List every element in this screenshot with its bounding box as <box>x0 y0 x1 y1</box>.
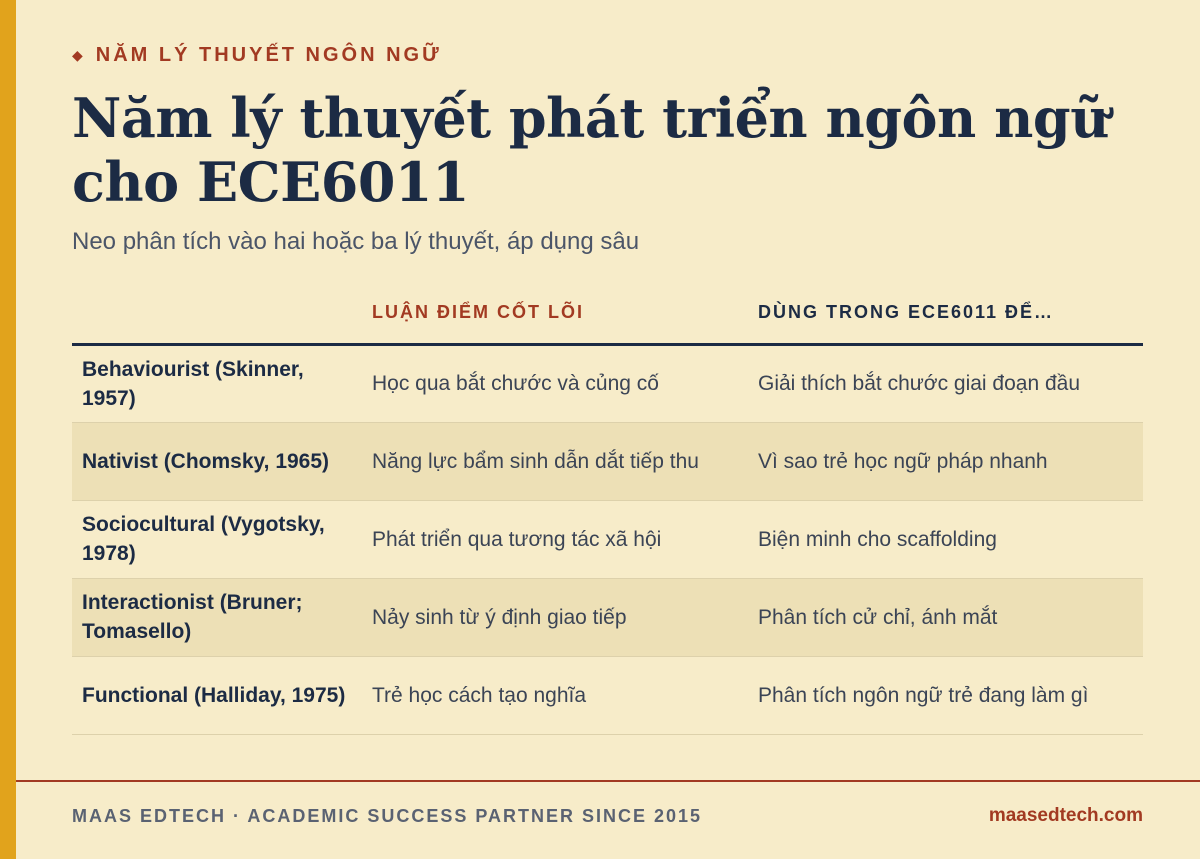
eyebrow <box>72 44 442 67</box>
theory-name: Behaviourist (Skinner, 1957) <box>72 344 362 422</box>
page-title: Năm lý thuyết phát triển ngôn ngữ cho ECE6011 <box>72 86 1109 214</box>
usage: Phân tích cử chỉ, ánh mắt <box>748 578 1143 656</box>
usage: Vì sao trẻ học ngữ pháp nhanh <box>748 422 1143 500</box>
left-accent-bar <box>0 0 16 859</box>
usage: Giải thích bắt chước giai đoạn đầu <box>748 344 1143 422</box>
core-argument: Năng lực bẩm sinh dẫn dắt tiếp thu <box>362 422 748 500</box>
core-argument: Trẻ học cách tạo nghĩa <box>362 656 748 734</box>
table-header-row <box>72 292 1143 344</box>
table-row <box>72 500 1143 578</box>
table-row <box>72 422 1143 500</box>
theory-name: Nativist (Chomsky, 1965) <box>72 422 362 500</box>
eyebrow-text: NĂM LÝ THUYẾT NGÔN NGỮ <box>95 44 442 66</box>
footer-tagline: MAAS EDTECH · ACADEMIC SUCCESS PARTNER SINCE 2015 <box>72 806 703 826</box>
footer-website-link[interactable]: maasedtech.com <box>988 805 1143 826</box>
table-row <box>72 578 1143 656</box>
header-theory <box>72 292 362 344</box>
core-argument: Học qua bắt chước và củng cố <box>362 344 748 422</box>
theory-name: Interactionist (Bruner; Tomasello) <box>72 578 362 656</box>
theory-name: Sociocultural (Vygotsky, 1978) <box>72 500 362 578</box>
core-argument: Nảy sinh từ ý định giao tiếp <box>362 578 748 656</box>
footer-divider <box>16 780 1200 782</box>
header-core-argument: LUẬN ĐIỂM CỐT LÕI <box>372 302 584 322</box>
core-argument: Phát triển qua tương tác xã hội <box>362 500 748 578</box>
diamond-icon: ◆ <box>72 47 86 63</box>
table-row <box>72 344 1143 422</box>
page-subtitle: Neo phân tích vào hai hoặc ba lý thuyết, áp dụng sâu <box>72 228 640 255</box>
theory-table <box>72 292 1143 735</box>
usage: Biện minh cho scaffolding <box>748 500 1143 578</box>
theory-name: Functional (Halliday, 1975) <box>72 656 362 734</box>
table-row <box>72 656 1143 734</box>
usage: Phân tích ngôn ngữ trẻ đang làm gì <box>748 656 1143 734</box>
header-usage: DÙNG TRONG ECE6011 ĐỂ… <box>758 302 1055 322</box>
